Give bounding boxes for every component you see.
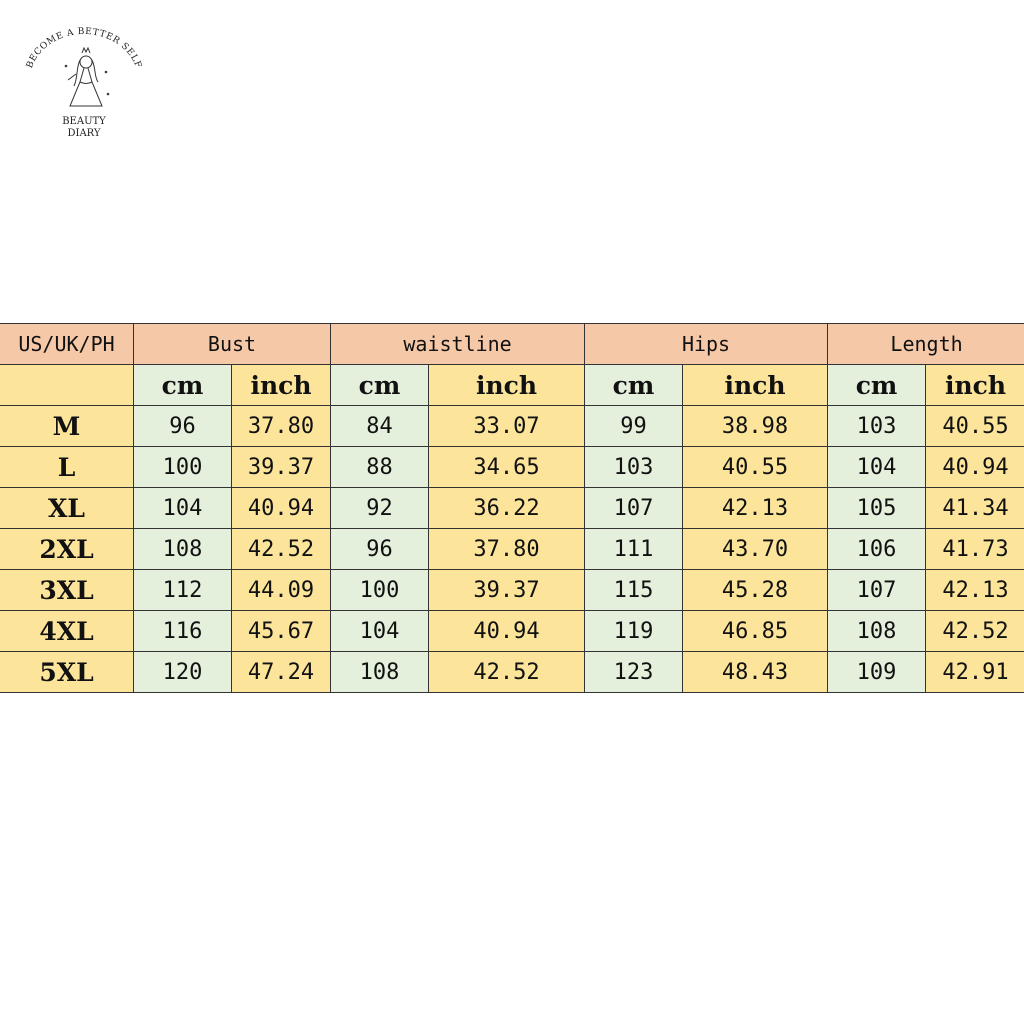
unit-cell: inch [926,365,1024,406]
header-row [0,324,1024,365]
measurement-cell: 40.55 [683,447,828,488]
measurement-cell: 41.34 [926,488,1024,529]
measurement-cell: 88 [331,447,429,488]
measurement-cell: 105 [828,488,926,529]
measurement-cell: 46.85 [683,611,828,652]
measurement-cell: 123 [585,652,683,693]
length-header: Length [828,324,1024,365]
measurement-cell: 41.73 [926,529,1024,570]
logo-arc-text: BECOME A BETTER SELF [24,26,144,70]
measurement-cell: 103 [585,447,683,488]
measurement-cell: 92 [331,488,429,529]
measurement-cell: 104 [134,488,232,529]
measurement-cell: 34.65 [429,447,585,488]
size-rows [0,406,1024,693]
size-label: 2XL [0,529,134,570]
measurement-cell: 111 [585,529,683,570]
measurement-cell: 47.24 [232,652,331,693]
bust-header: Bust [134,324,331,365]
measurement-cell: 44.09 [232,570,331,611]
unit-cell: inch [429,365,585,406]
brand-logo [18,22,150,146]
measurement-cell: 42.13 [926,570,1024,611]
measurement-cell: 96 [331,529,429,570]
size-label: 3XL [0,570,134,611]
measurement-cell: 112 [134,570,232,611]
measurement-cell: 40.94 [926,447,1024,488]
table-row [0,570,1024,611]
waistline-header: waistline [331,324,585,365]
size-label: 5XL [0,652,134,693]
woman-illustration-icon [65,48,109,106]
size-standard-header: US/UK/PH [0,324,134,365]
measurement-cell: 108 [828,611,926,652]
measurement-cell: 33.07 [429,406,585,447]
unit-cell: cm [585,365,683,406]
size-chart-table [0,323,1024,693]
logo-brand-line2: DIARY [67,128,101,139]
measurement-cell: 48.43 [683,652,828,693]
measurement-cell: 42.91 [926,652,1024,693]
table-row [0,529,1024,570]
measurement-cell: 45.67 [232,611,331,652]
measurement-cell: 84 [331,406,429,447]
measurement-cell: 40.55 [926,406,1024,447]
hips-header: Hips [585,324,828,365]
measurement-cell: 42.52 [429,652,585,693]
measurement-cell: 108 [134,529,232,570]
measurement-cell: 43.70 [683,529,828,570]
size-label: M [0,406,134,447]
measurement-cell: 42.13 [683,488,828,529]
measurement-cell: 37.80 [232,406,331,447]
table-row [0,611,1024,652]
measurement-cell: 120 [134,652,232,693]
measurement-cell: 42.52 [926,611,1024,652]
unit-cell: inch [232,365,331,406]
measurement-cell: 107 [585,488,683,529]
measurement-cell: 40.94 [429,611,585,652]
measurement-cell: 115 [585,570,683,611]
logo-graphic [18,22,150,118]
size-label: L [0,447,134,488]
measurement-cell: 104 [331,611,429,652]
measurement-cell: 96 [134,406,232,447]
size-label: 4XL [0,611,134,652]
unit-cell: cm [331,365,429,406]
measurement-cell: 38.98 [683,406,828,447]
measurement-cell: 104 [828,447,926,488]
measurement-cell: 116 [134,611,232,652]
measurement-cell: 45.28 [683,570,828,611]
unit-row [0,365,1024,406]
measurement-cell: 100 [134,447,232,488]
measurement-cell: 39.37 [429,570,585,611]
table-row [0,447,1024,488]
measurement-cell: 37.80 [429,529,585,570]
measurement-cell: 103 [828,406,926,447]
measurement-cell: 36.22 [429,488,585,529]
measurement-cell: 40.94 [232,488,331,529]
size-label: XL [0,488,134,529]
measurement-cell: 42.52 [232,529,331,570]
measurement-cell: 39.37 [232,447,331,488]
unit-cell: inch [683,365,828,406]
measurement-cell: 107 [828,570,926,611]
measurement-cell: 106 [828,529,926,570]
measurement-cell: 119 [585,611,683,652]
table-row [0,652,1024,693]
unit-cell: cm [134,365,232,406]
table-row [0,406,1024,447]
unit-corner-cell [0,365,134,406]
measurement-cell: 109 [828,652,926,693]
measurement-cell: 99 [585,406,683,447]
unit-cell: cm [828,365,926,406]
measurement-cell: 108 [331,652,429,693]
logo-brand-line1: BEAUTY [62,116,106,127]
measurement-cell: 100 [331,570,429,611]
table-row [0,488,1024,529]
